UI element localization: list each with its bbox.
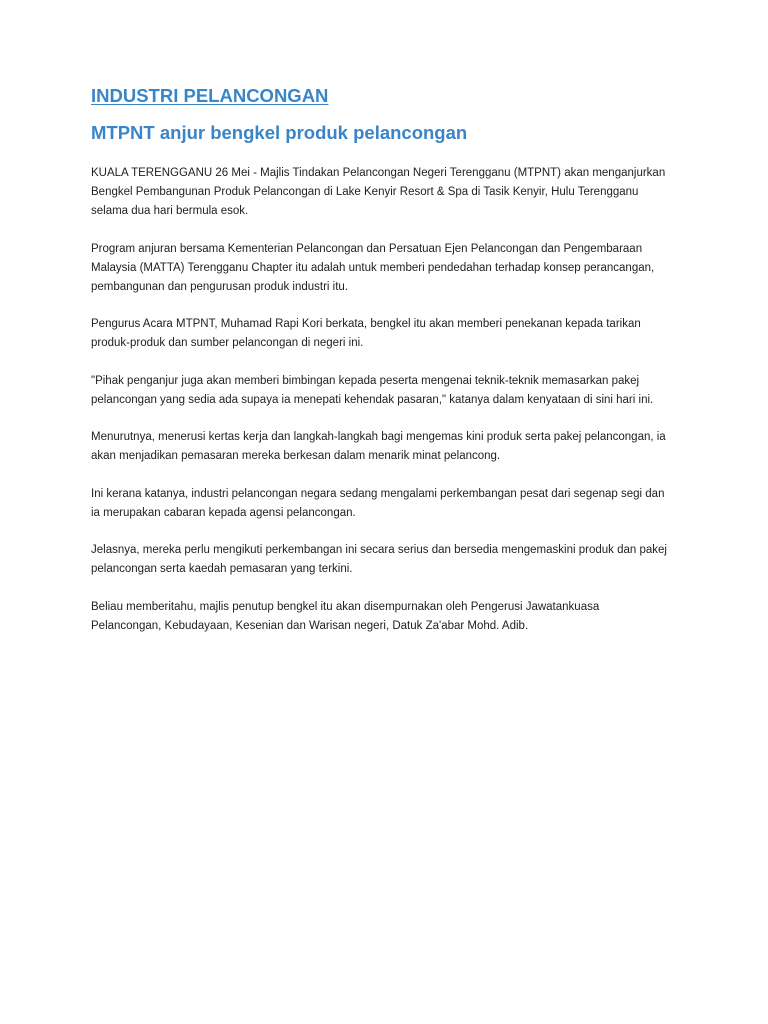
text-line: selama dua hari bermula esok. [91, 205, 249, 217]
paragraph [91, 485, 691, 523]
article-body [91, 164, 691, 636]
paragraph [91, 240, 691, 297]
text-line: "Pihak penganjur juga akan memberi bimbingan kepada peserta mengenai teknik-teknik memasarkan pakej [91, 374, 640, 387]
paragraph [91, 164, 691, 221]
article-headline: MTPNT anjur bengkel produk pelancongan [91, 122, 468, 143]
paragraph [91, 428, 691, 466]
text-line: Malaysia (MATTA) Terengganu Chapter itu adalah untuk memberi pendedahan terhadap konsep perancangan, [91, 261, 655, 274]
text-line: Jelasnya, mereka perlu mengikuti perkembangan ini secara serius dan bersedia mengemaskini produk dan pakej [91, 544, 667, 556]
text-line: KUALA TERENGGANU 26 Mei - Majlis Tindakan Pelancongan Negeri Terengganu (MTPNT) akan menganjurkan [91, 167, 666, 179]
text-line: Beliau memberitahu, majlis penutup bengkel itu akan disempurnakan oleh Pengerusi Jawatankuasa [91, 600, 600, 613]
text-line: Ini kerana katanya, industri pelancongan negara sedang mengalami perkembangan pesat dari segenap segi dan [91, 487, 665, 500]
text-line: pembangunan dan pengurusan produk industri itu. [91, 280, 349, 293]
document-page [91, 84, 691, 654]
text-line: produk-produk dan sumber pelancongan di negeri ini. [91, 337, 364, 349]
text-line: Pengurus Acara MTPNT, Muhamad Rapi Kori berkata, bengkel itu akan memberi penekanan kepada tarikan [91, 318, 641, 330]
text-line: Program anjuran bersama Kementerian Pelancongan dan Persatuan Ejen Pelancongan dan Pengembaraan [91, 242, 643, 255]
text-line: Bengkel Pembangunan Produk Pelancongan di Lake Kenyir Resort & Spa di Tasik Kenyir, Hulu Terengganu [91, 186, 639, 198]
text-line: Menurutnya, menerusi kertas kerja dan langkah-langkah bagi mengemas kini produk serta pakej pelancongan, ia [91, 431, 666, 443]
paragraph [91, 372, 691, 410]
text-line: pelancongan serta kaedah pemasaran yang terkini. [91, 563, 353, 575]
paragraph [91, 541, 691, 579]
section-title: INDUSTRI PELANCONGAN [91, 85, 329, 106]
text-line: Pelancongan, Kebudayaan, Kesenian dan Warisan negeri, Datuk Za'abar Mohd. Adib. [91, 619, 529, 632]
text-line: pelancongan yang sedia ada supaya ia menepati kehendak pasaran," katanya dalam kenyataan di sini hari ini. [91, 393, 654, 406]
text-line: ia merupakan cabaran kepada agensi pelancongan. [91, 506, 356, 519]
paragraph [91, 315, 691, 353]
text-line: akan menjadikan pemasaran mereka berkesan dalam menarik minat pelancong. [91, 450, 501, 462]
paragraph [91, 598, 691, 636]
